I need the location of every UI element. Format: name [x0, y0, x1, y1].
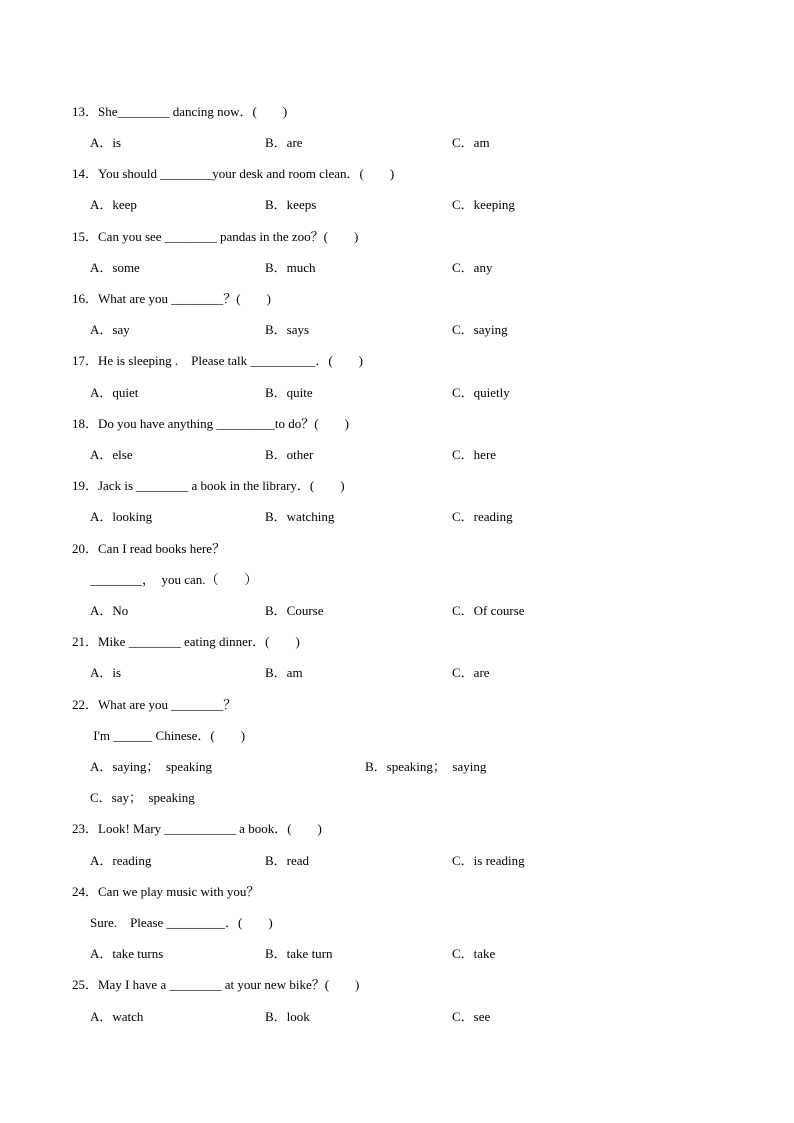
option-13-b[interactable]: B．are: [265, 135, 303, 150]
question-stem-22: 22．What are you ________？: [72, 697, 237, 712]
option-16-c[interactable]: C．saying: [452, 322, 508, 337]
option-14-a[interactable]: A．keep: [90, 197, 137, 212]
option-18-b[interactable]: B．other: [265, 447, 314, 462]
option-16-a[interactable]: A．say: [90, 322, 130, 337]
option-24-a[interactable]: A．take turns: [90, 946, 164, 961]
option-24-c[interactable]: C．take: [452, 946, 496, 961]
option-19-b[interactable]: B．watching: [265, 509, 335, 524]
question-stem-13: 13．She________ dancing now．( ): [72, 104, 288, 119]
option-20-c[interactable]: C．Of course: [452, 603, 525, 618]
option-21-c[interactable]: C．are: [452, 665, 490, 680]
option-13-c[interactable]: C．am: [452, 135, 490, 150]
question-stem-23: 23．Look! Mary ___________ a book．( ): [72, 821, 322, 836]
option-25-a[interactable]: A．watch: [90, 1009, 144, 1024]
option-21-a[interactable]: A．is: [90, 665, 122, 680]
option-14-c[interactable]: C．keeping: [452, 197, 515, 212]
option-21-b[interactable]: B．am: [265, 665, 303, 680]
question-line2-24: Sure. Please _________．( ): [90, 915, 273, 930]
option-24-b[interactable]: B．take turn: [265, 946, 333, 961]
option-22-b[interactable]: B．speaking； saying: [365, 759, 487, 774]
option-15-a[interactable]: A．some: [90, 260, 140, 275]
option-19-a[interactable]: A．looking: [90, 509, 153, 524]
option-25-b[interactable]: B．look: [265, 1009, 310, 1024]
option-18-a[interactable]: A．else: [90, 447, 133, 462]
question-stem-20: 20．Can I read books here？: [72, 541, 226, 556]
question-stem-17: 17．He is sleeping . Please talk __________．( ): [72, 353, 364, 368]
option-23-b[interactable]: B．read: [265, 853, 310, 868]
question-stem-25: 25．May I have a ________ at your new bike？( ): [72, 977, 360, 992]
question-stem-21: 21．Mike ________ eating dinner．( ): [72, 634, 300, 649]
option-22-a[interactable]: A．saying； speaking: [90, 759, 213, 774]
option-15-b[interactable]: B．much: [265, 260, 316, 275]
option-18-c[interactable]: C．here: [452, 447, 497, 462]
option-23-a[interactable]: A．reading: [90, 853, 152, 868]
option-14-b[interactable]: B．keeps: [265, 197, 317, 212]
option-20-a[interactable]: A．No: [90, 603, 129, 618]
option-20-b[interactable]: B．Course: [265, 603, 324, 618]
option-17-a[interactable]: A．quiet: [90, 385, 139, 400]
option-13-a[interactable]: A．is: [90, 135, 122, 150]
question-line2-22: I'm ______ Chinese．( ): [90, 728, 246, 743]
option-15-c[interactable]: C．any: [452, 260, 493, 275]
question-stem-16: 16．What are you ________？( ): [72, 291, 271, 306]
question-stem-15: 15．Can you see ________ pandas in the zoo？( ): [72, 229, 359, 244]
question-stem-24: 24．Can we play music with you？: [72, 884, 260, 899]
option-19-c[interactable]: C．reading: [452, 509, 513, 524]
option-25-c[interactable]: C．see: [452, 1009, 491, 1024]
question-stem-19: 19．Jack is ________ a book in the library．( ): [72, 478, 345, 493]
option-22-c[interactable]: C．say； speaking: [90, 790, 195, 805]
option-23-c[interactable]: C．is reading: [452, 853, 525, 868]
question-stem-14: 14．You should ________your desk and room clean．( ): [72, 166, 395, 181]
option-17-b[interactable]: B．quite: [265, 385, 313, 400]
option-17-c[interactable]: C．quietly: [452, 385, 510, 400]
option-16-b[interactable]: B．says: [265, 322, 310, 337]
question-line2-20: ________， you can.（ ）: [90, 572, 258, 587]
question-stem-18: 18．Do you have anything _________to do？( ): [72, 416, 349, 431]
